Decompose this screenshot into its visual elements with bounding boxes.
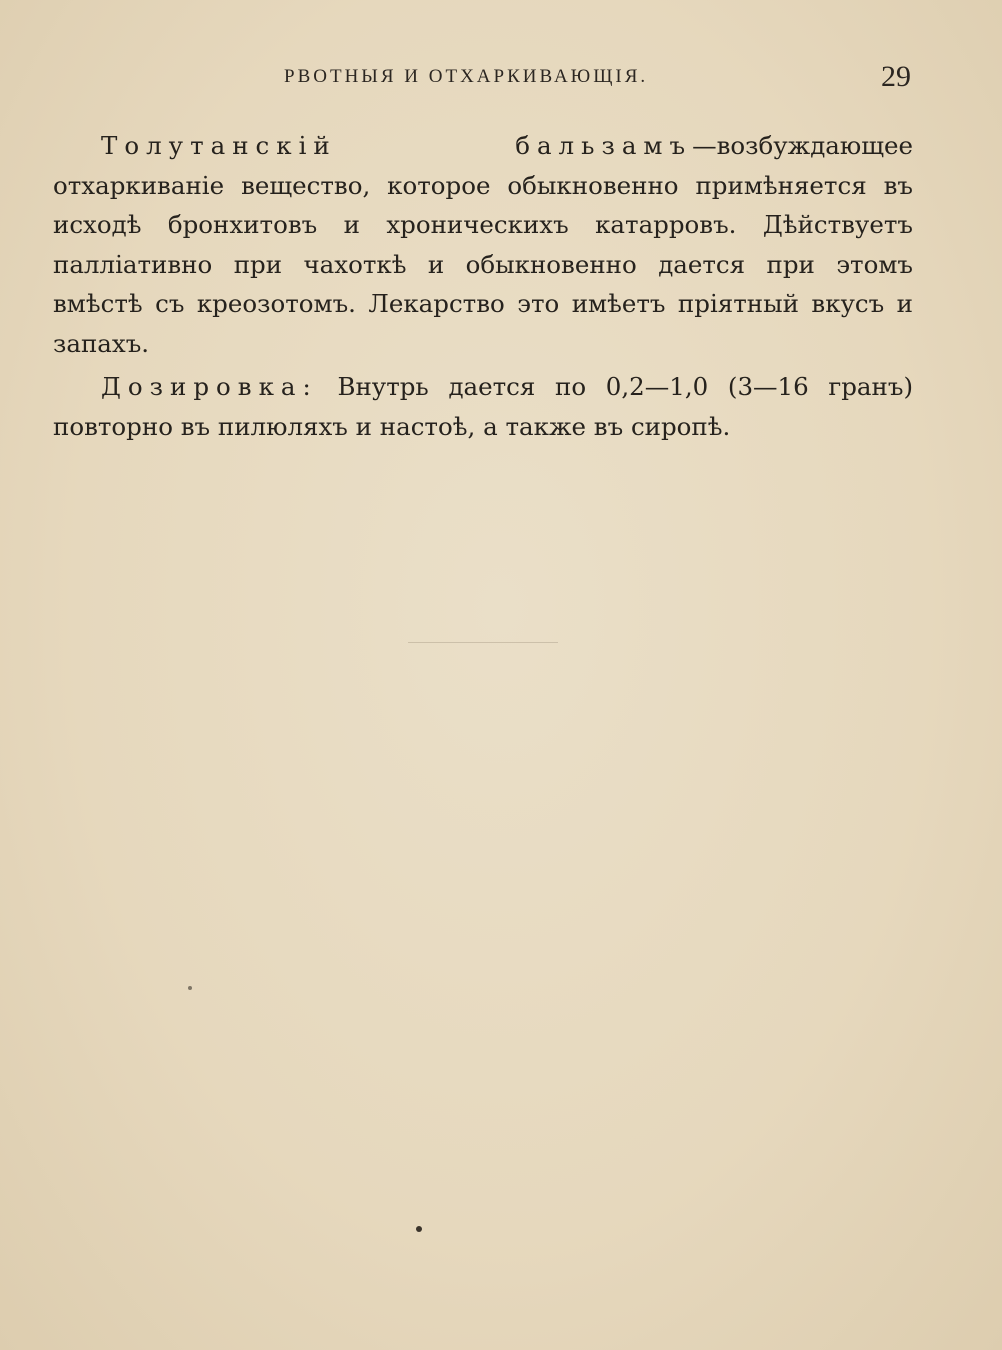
paragraph-text: —возбуждающее отхаркиваніе вещество, которое обыкновенно примѣняется въ исходѣ бронхитовъ и хроническихъ катарровъ. Дѣйствуетъ палліативно при чахоткѣ и обыкновенно дается при этомъ вмѣстѣ съ креозотомъ. Лекарство это имѣетъ пріятный вкусъ и запахъ. — [53, 131, 913, 358]
paragraph-lead-term: Дозировка: — [101, 372, 318, 401]
paragraph-dosage — [53, 367, 913, 446]
running-head: РВОТНЫЯ И ОТХАРКИВАЮЩІЯ. — [284, 66, 649, 87]
paper-speck — [188, 986, 192, 990]
paragraph-lead-term: Толутанскій бальзамъ — [101, 131, 693, 160]
paper-speck — [416, 1226, 422, 1232]
paragraph-text: Внутрь дается по 0,2—1,0 (3—16 гранъ) повторно въ пилюляхъ и настоѣ, а также въ сиропѣ. — [53, 372, 913, 441]
page-number: 29 — [881, 60, 911, 93]
paragraph-tolu-balsam — [53, 126, 913, 363]
page-body — [53, 126, 913, 446]
bleed-through-rule — [408, 642, 558, 643]
